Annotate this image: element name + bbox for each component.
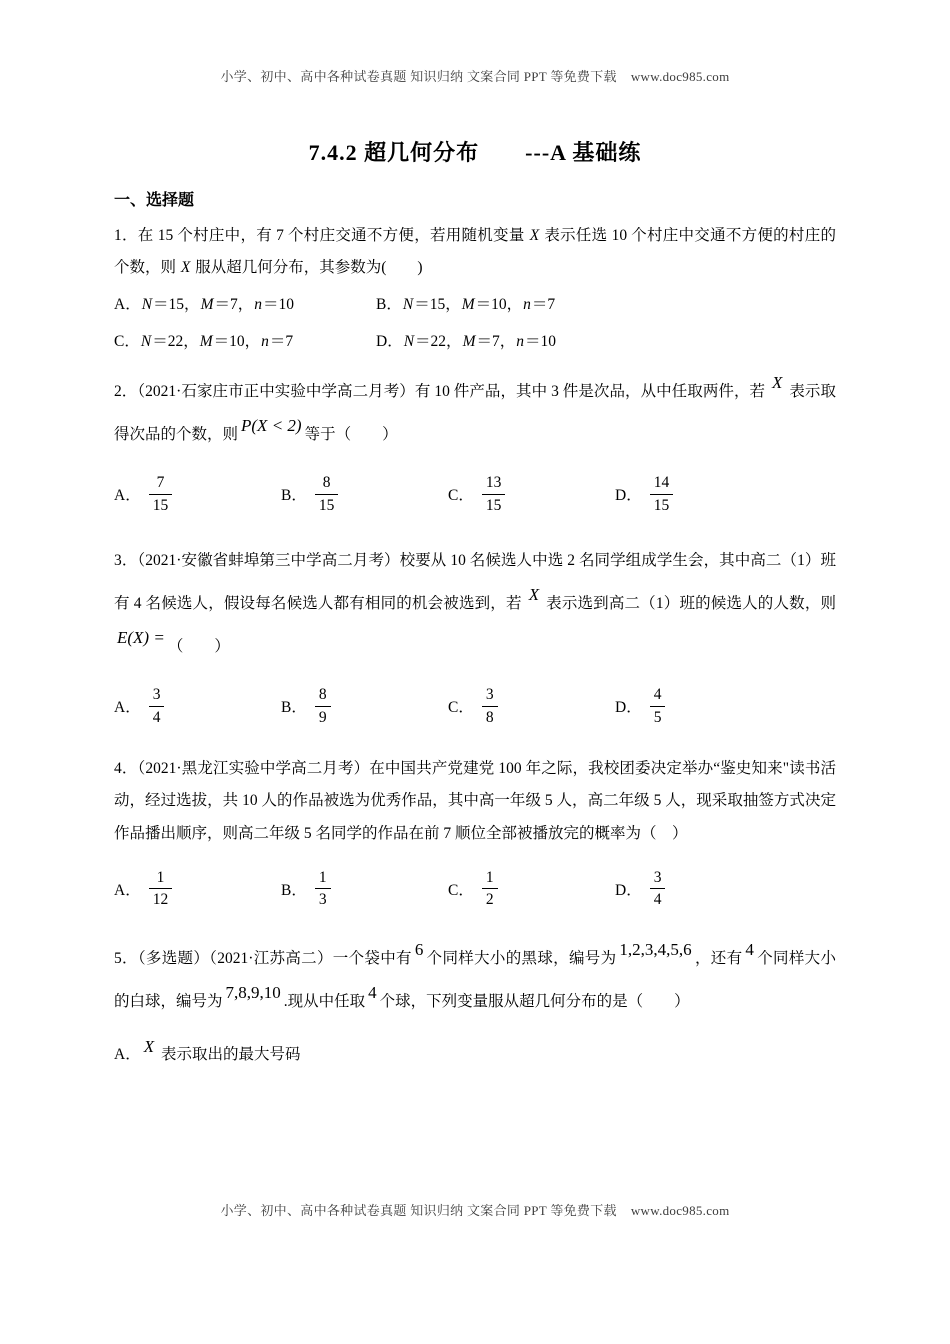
header-text: 小学、初中、高中各种试卷真题 知识归纳 文案合同 PPT 等免费下载 (220, 69, 617, 84)
q1-option-c: C．N＝22，M＝10，n＝7 (114, 332, 294, 350)
fraction (482, 868, 498, 910)
math-inline: N (140, 332, 152, 350)
question-1-text: 1．在 15 个村庄中，有 7 个村庄交通不方便，若用随机变量 X 表示任选 10 个村庄中交通不方便的村庄的个数，则 X 服从超几何分布，其参数为( ) (114, 227, 836, 277)
math-inline: n (254, 296, 262, 314)
math-expression: 1,2,3,4,5,6 (619, 939, 692, 959)
q2-option-c: C． $\frac{13}{15}$ (448, 473, 615, 515)
fraction (315, 473, 339, 515)
fraction (315, 868, 331, 910)
question-3-text: 3．（2021·安徽省蚌埠第三中学高二月考）校要从 10 名候选人中选 2 名同学组成学生会，其中高二（1）班有 4 名候选人，假设每名候选人都有相同的机会被选到，若 X 表示选到高二（1）班的候选人的人数，则E(X) = （ ） (114, 552, 836, 655)
fraction-numerator: 1 (149, 868, 173, 889)
fraction-numerator: 13 (482, 473, 506, 494)
fraction-denominator: 9 (318, 708, 327, 726)
footer-text: 小学、初中、高中各种试卷真题 知识归纳 文案合同 PPT 等免费下载 (220, 1203, 617, 1218)
fraction-numerator: 14 (650, 473, 674, 494)
fraction-numerator: 7 (149, 473, 173, 494)
q2-option-b: B． $\frac{8}{15}$ (281, 473, 448, 515)
question-2-options (114, 473, 836, 515)
math-inline: N (403, 332, 415, 350)
q3-option-c: C． $\frac{3}{8}$ (448, 685, 615, 727)
fraction-denominator: 5 (653, 708, 662, 726)
fraction (650, 473, 674, 515)
q3-option-a: A． $\frac{3}{4}$ (114, 685, 281, 727)
math-inline: X (180, 259, 191, 277)
fraction-numerator: 4 (650, 685, 666, 706)
fraction (482, 685, 498, 727)
fraction-denominator: 15 (653, 496, 670, 514)
math-inline: X (529, 227, 540, 244)
fraction (315, 685, 331, 727)
fraction-denominator: 4 (653, 891, 662, 909)
math-expression: 4 (745, 939, 754, 959)
math-inline: n (516, 332, 524, 350)
header-url-link: www.doc985.com (630, 69, 730, 84)
math-inline: n (261, 332, 269, 350)
math-inline: M (462, 332, 476, 350)
math-expression: 4 (368, 983, 377, 1003)
page-header (0, 66, 950, 85)
footer-url-link: www.doc985.com (630, 1203, 730, 1218)
question-4-text: 4．（2021·黑龙江实验中学高二月考）在中国共产党建党 100 年之际，我校团委决定举办“鉴史知来"读书活动，经过选拔，共 10 人的作品被选为优秀作品，其中高一年级 5 人，高二年级 5 人，现采取抽签方式决定作品播出顺序，则高二年级 5 名同学的作品在前 7 顺位全部被播放完的概率为（ ） (114, 760, 836, 842)
q3-option-b: B． $\frac{8}{9}$ (281, 685, 448, 727)
math-expression: X (143, 1036, 155, 1056)
fraction (650, 685, 666, 727)
q2-option-a: A． $\frac{7}{15}$ (114, 473, 281, 515)
fraction-denominator: 8 (485, 708, 494, 726)
q1-option-b: B．N＝15，M＝10，n＝7 (376, 296, 556, 314)
fraction (149, 473, 173, 515)
fraction (650, 868, 666, 910)
fraction-denominator: 15 (485, 496, 502, 514)
fraction-denominator: 15 (318, 496, 335, 514)
fraction-numerator: 3 (482, 685, 498, 706)
fraction-denominator: 3 (318, 891, 327, 909)
math-expression: X (528, 584, 540, 604)
fraction-numerator: 3 (149, 685, 165, 706)
fraction-numerator: 8 (315, 473, 339, 494)
q1-option-a: A．N＝15，M＝7，n＝10 (114, 296, 295, 314)
question-4-options (114, 868, 836, 910)
fraction (149, 685, 165, 727)
q3-option-d: D． $\frac{4}{5}$ (615, 685, 836, 727)
fraction-numerator: 1 (482, 868, 498, 889)
fraction (149, 868, 173, 910)
doc-title: 7.4.2 超几何分布 ---A 基础练 (308, 140, 642, 165)
math-expression: P(X < 2) (241, 416, 302, 436)
question-5-text: 5．（多选题）（2021·江苏高二）一个袋中有 6 个同样大小的黑球，编号为 1,2,3,4,5,6 ，还有 4 个同样大小的白球，编号为 7,8,9,10 .现从中任取 4 个球，下列变量服从超几何分布的是（ ） (114, 939, 836, 1010)
fraction-denominator: 12 (152, 891, 169, 909)
q4-option-b: B． $\frac{1}{3}$ (281, 868, 448, 910)
fraction (482, 473, 506, 515)
question-3-options (114, 685, 836, 727)
fraction-denominator: 2 (485, 891, 494, 909)
math-inline: M (200, 296, 214, 314)
question-1-options-row-2 (114, 325, 836, 359)
q4-option-c: C． $\frac{1}{2}$ (448, 868, 615, 910)
q4-option-a: A． $\frac{1}{12}$ (114, 868, 281, 910)
fraction-numerator: 1 (315, 868, 331, 889)
q1-option-d: D．N＝22，M＝7，n＝10 (376, 332, 557, 350)
math-expression: 6 (414, 939, 424, 959)
q2-option-d: D． $\frac{14}{15}$ (615, 473, 836, 515)
math-inline: n (523, 296, 531, 314)
math-expression: X (772, 373, 783, 393)
math-expression: E(X) = (117, 628, 165, 648)
q4-option-d: D． $\frac{3}{4}$ (615, 868, 836, 910)
question-1-options-row-1 (114, 288, 836, 322)
math-inline: M (199, 332, 213, 350)
math-inline: M (461, 296, 475, 314)
fraction-numerator: 3 (650, 868, 666, 889)
q5-option-a: A． X 表示取出的最大号码 (114, 1036, 301, 1064)
math-expression: 7,8,9,10 (225, 983, 281, 1003)
fraction-denominator: 4 (152, 708, 161, 726)
question-2-text: 2．（2021·石家庄市正中实验中学高二月考）有 10 件产品，其中 3 件是次品，从中任取两件，若 X 表示取得次品的个数，则 P(X < 2) 等于（ ） (114, 373, 836, 443)
math-inline: N (141, 296, 153, 314)
fraction-numerator: 8 (315, 685, 331, 706)
fraction-denominator: 15 (152, 496, 169, 514)
page-footer (0, 1200, 950, 1219)
math-inline: N (402, 296, 414, 314)
section-heading: 一、选择题 (114, 192, 195, 209)
